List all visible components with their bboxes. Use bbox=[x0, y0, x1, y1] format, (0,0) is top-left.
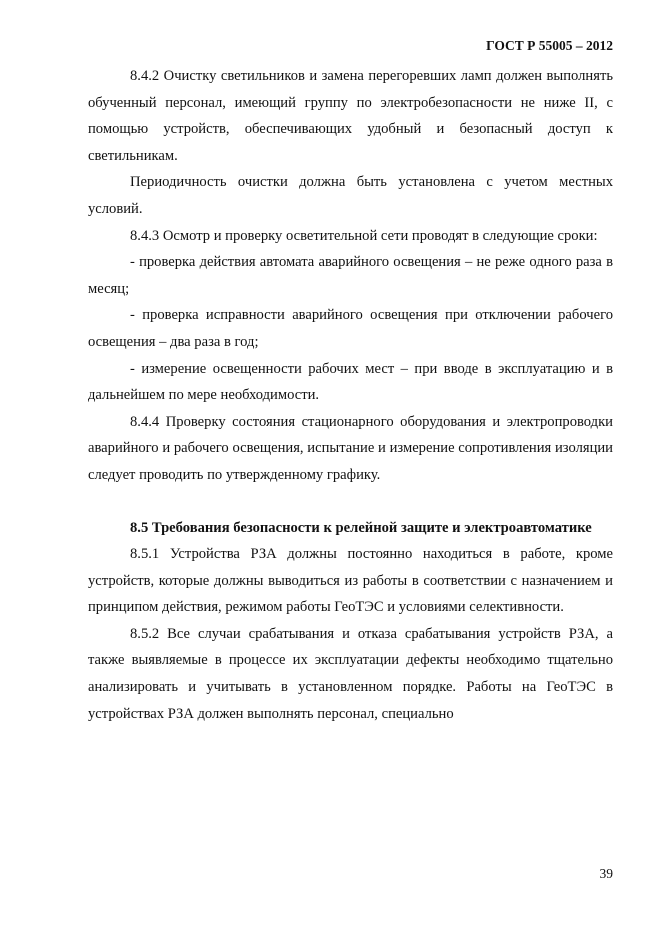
paragraph-8-5-1: 8.5.1 Устройства РЗА должны постоянно находиться в работе, кроме устройств, которые должны выводиться из работы в соответствии с назначением и принципом действия, режимом работы ГеоТЭС и условиями селективности. bbox=[88, 546, 613, 616]
paragraph-8-4-2: 8.4.2 Очистку светильников и замена перегоревших ламп должен выполнять обученный персонал, имеющий группу по электробезопасности не ниже II, с помощью устройств, обеспечивающих удобный и безопасный доступ к светильникам. bbox=[88, 68, 613, 164]
page-number: 39 bbox=[599, 866, 613, 881]
document-body bbox=[88, 63, 613, 727]
paragraph-cleaning-periodicity: Периодичность очистки должна быть установлена с учетом местных условий. bbox=[88, 174, 613, 217]
list-item-emergency-lighting: - проверка исправности аварийного освещения при отключении рабочего освещения – два раза в год; bbox=[88, 307, 613, 350]
list-item-emergency-automat: - проверка действия автомата аварийного освещения – не реже одного раза в месяц; bbox=[88, 254, 613, 297]
paragraph-8-4-3: 8.4.3 Осмотр и проверку осветительной сети проводят в следующие сроки: bbox=[130, 227, 598, 244]
section-heading-8-5: 8.5 Требования безопасности к релейной защите и электроавтоматике bbox=[130, 519, 592, 536]
paragraph-8-5-2: 8.5.2 Все случаи срабатывания и отказа срабатывания устройств РЗА, а также выявляемые в процессе их эксплуатации дефекты необходимо тщательно анализировать и учитывать в установленном порядке. Работы на ГеоТЭС в устройствах РЗА должен выполнять персонал, специально bbox=[88, 625, 613, 722]
paragraph-8-4-4: 8.4.4 Проверку состояния стационарного оборудования и электропроводки аварийного и рабочего освещения, испытание и измерение сопротивления изоляции следует проводить по утвержденному графику. bbox=[88, 413, 613, 483]
list-item-illumination-measure: - измерение освещенности рабочих мест – при вводе в эксплуатацию и в дальнейшем по мере необходимости. bbox=[88, 360, 613, 404]
document-header: ГОСТ Р 55005 – 2012 bbox=[486, 38, 613, 53]
